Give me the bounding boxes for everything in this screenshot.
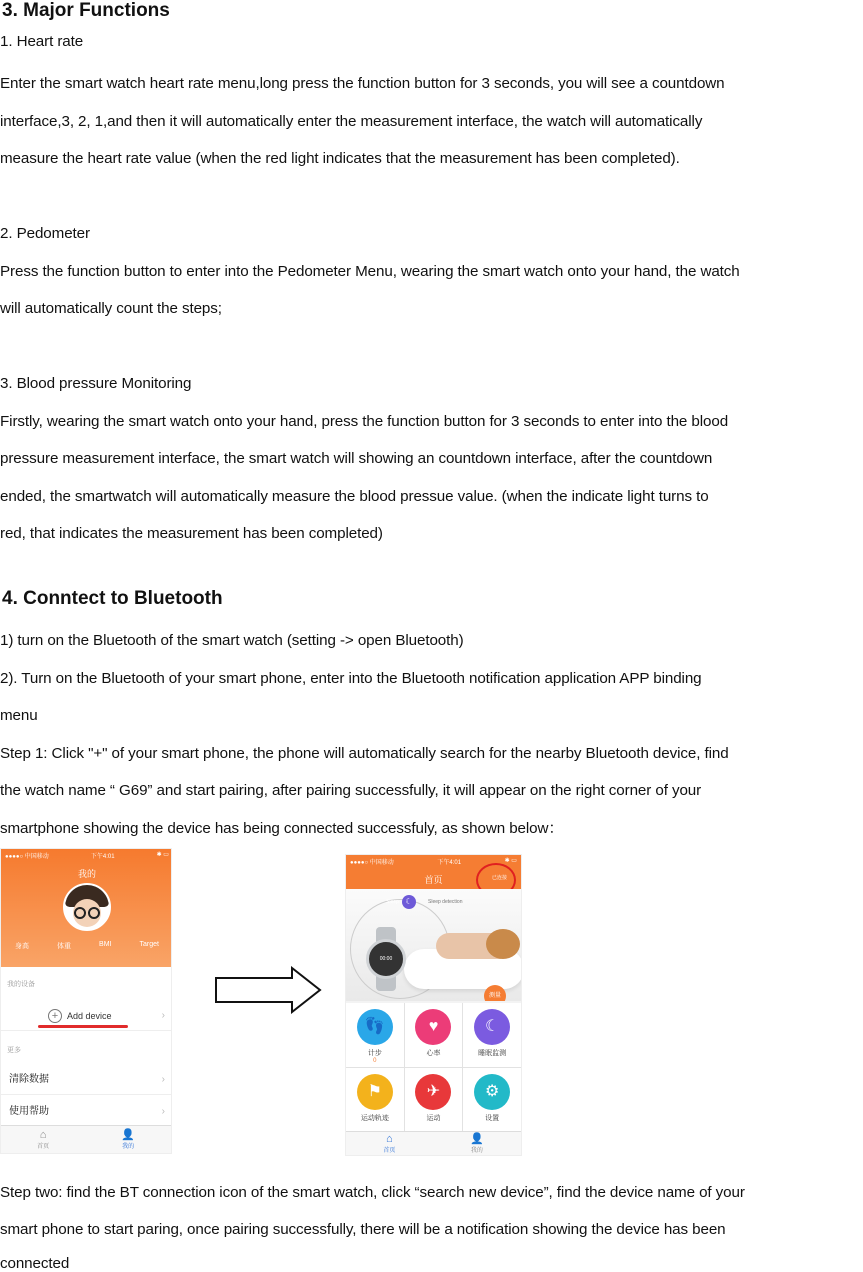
more-section-label: 更多: [7, 1047, 21, 1054]
step-two-line-3: connected: [0, 1255, 70, 1272]
profile-title: 我的: [77, 869, 96, 879]
battery-bluetooth: ✱ ▭: [156, 852, 169, 858]
feature-sleep[interactable]: [463, 1003, 521, 1067]
stat-bmi[interactable]: BMI: [99, 941, 112, 948]
blood-pressure-line-1: Firstly, wearing the smart watch onto your hand, press the function button for 3 seconds to enter into the blood: [0, 413, 729, 430]
tab-home[interactable]: [37, 1129, 49, 1150]
bluetooth-line-3: menu: [0, 707, 38, 724]
bluetooth-line-6: smartphone showing the device has being connected successfuly, as shown below：: [0, 820, 564, 837]
sleep-banner[interactable]: [346, 889, 521, 1001]
pedometer-line-1: Press the function button to enter into the Pedometer Menu, wearing the smart watch onto your hand, the watch: [0, 263, 740, 280]
feature-heart-rate-label: 心率: [426, 1050, 441, 1057]
chevron-right-icon: ›: [161, 1106, 165, 1117]
feature-track[interactable]: [346, 1068, 404, 1132]
feature-track-label: 运动轨迹: [360, 1115, 389, 1122]
heart-icon: ♥: [415, 1009, 451, 1045]
tab-home[interactable]: [383, 1133, 395, 1154]
heart-rate-title: 1. Heart rate: [0, 33, 84, 50]
bluetooth-line-1: 1) turn on the Bluetooth of the smart watch (setting -> open Bluetooth): [0, 632, 464, 649]
add-device-row[interactable]: [1, 1001, 172, 1031]
blood-pressure-line-3: ended, the smartwatch will automatically measure the blood pressue value. (when the indicate light turns to: [0, 488, 709, 505]
runner-icon: ✈: [415, 1074, 451, 1110]
heart-rate-line-2: interface,3, 2, 1,and then it will automatically enter the measurement interface, the watch will automatically: [0, 113, 703, 130]
step-two-line-2: smart phone to start paring, once pairing successfully, there will be a notification showing the device has been: [0, 1221, 726, 1238]
feature-settings[interactable]: [463, 1068, 521, 1132]
gear-icon: ⚙: [474, 1074, 510, 1110]
tab-bar: [1, 1125, 171, 1153]
home-title: 首页: [424, 875, 443, 885]
tab-home-label: 首页: [383, 1148, 396, 1154]
home-icon: ⌂: [385, 1133, 393, 1145]
section-3-heading: 3. Major Functions: [2, 0, 170, 21]
add-device-label[interactable]: Add device: [67, 1011, 112, 1021]
profile-stats: [1, 941, 172, 951]
feature-grid: [346, 1003, 521, 1132]
heart-rate-line-3: measure the heart rate value (when the red light indicates that the measurement has been completed).: [0, 150, 680, 167]
measure-button[interactable]: 测量: [484, 985, 506, 1001]
bluetooth-line-5: the watch name “ G69” and start pairing, after pairing successfully, it will appear on the right corner of your: [0, 782, 702, 799]
heart-rate-line-1: Enter the smart watch heart rate menu,long press the function button for 3 seconds, you will see a countdown: [0, 75, 725, 92]
pedometer-title: 2. Pedometer: [0, 225, 90, 242]
arrow-right-icon: [214, 966, 324, 1014]
connected-badge[interactable]: 已连接: [491, 875, 507, 881]
tab-home-label: 首页: [37, 1144, 50, 1150]
bluetooth-line-2: 2). Turn on the Bluetooth of your smart phone, enter into the Bluetooth notification application APP binding: [0, 670, 702, 687]
watch-image: [364, 927, 408, 991]
help-label: 使用帮助: [9, 1106, 49, 1117]
sleep-small-label: Sleep: [386, 899, 399, 905]
tab-mine[interactable]: [121, 1129, 135, 1150]
feature-steps[interactable]: [346, 1003, 404, 1067]
battery-bluetooth: ✱ ▭: [504, 858, 517, 864]
status-time: 下午4:01: [437, 860, 462, 866]
red-underline-annotation: [38, 1025, 128, 1028]
home-icon: ⌂: [39, 1129, 47, 1141]
chevron-right-icon: ›: [161, 1074, 165, 1085]
moon-icon: ☾: [402, 895, 416, 909]
blood-pressure-title: 3. Blood pressure Monitoring: [0, 375, 192, 392]
profile-header: [1, 849, 172, 967]
person-icon: 👤: [469, 1133, 484, 1145]
stat-height[interactable]: 身高: [15, 943, 29, 950]
track-icon: ⚑: [357, 1074, 393, 1110]
tab-mine[interactable]: [470, 1133, 484, 1154]
tab-mine-label: 我的: [122, 1144, 135, 1150]
feature-sport-label: 运动: [426, 1115, 441, 1122]
moon-icon: ☾: [474, 1009, 510, 1045]
pedometer-line-2: will automatically count the steps;: [0, 300, 222, 317]
carrier-signal: ●●●●○ 中国移动: [5, 854, 49, 860]
phone-screenshot-home: [345, 854, 522, 1156]
watch-face: 00:00: [366, 939, 406, 979]
phone-screenshot-profile: [0, 848, 172, 1154]
carrier-signal: ●●●●○ 中国移动: [350, 860, 394, 866]
footprint-icon: 👣: [357, 1009, 393, 1045]
step-two-line-1: Step two: find the BT connection icon of the smart watch, click “search new device”, find the device name of your: [0, 1184, 745, 1201]
status-time: 下午4:01: [90, 854, 115, 860]
chevron-right-icon: ›: [161, 1010, 165, 1021]
sleep-detection-label: Sleep detection: [428, 899, 463, 905]
clear-data-row[interactable]: [1, 1065, 172, 1095]
feature-heart-rate[interactable]: [405, 1003, 463, 1067]
help-row[interactable]: [1, 1097, 172, 1127]
blood-pressure-line-2: pressure measurement interface, the smart watch will showing an countdown interface, after the countdown: [0, 450, 713, 467]
feature-sport[interactable]: [405, 1068, 463, 1132]
feature-steps-count: 0: [373, 1058, 377, 1064]
bluetooth-line-4: Step 1: Click "+" of your smart phone, the phone will automatically search for the nearby Bluetooth device, find: [0, 745, 729, 762]
feature-steps-label: 计步: [367, 1050, 382, 1057]
blood-pressure-line-4: red, that indicates the measurement has been completed): [0, 525, 383, 542]
clear-data-label: 清除数据: [9, 1074, 49, 1085]
my-device-section-label: 我的设备: [7, 981, 35, 988]
stat-target[interactable]: Target: [139, 941, 159, 948]
stat-weight[interactable]: 体重: [57, 943, 72, 950]
feature-settings-label: 设置: [485, 1115, 500, 1122]
plus-icon[interactable]: +: [47, 1001, 63, 1031]
tab-mine-label: 我的: [470, 1148, 483, 1154]
avatar[interactable]: [63, 883, 111, 931]
person-icon: 👤: [121, 1129, 135, 1141]
section-4-heading: 4. Conntect to Bluetooth: [2, 588, 223, 609]
status-bar: [1, 849, 172, 861]
feature-sleep-label: 睡眠监测: [478, 1050, 507, 1057]
tab-bar: [346, 1131, 521, 1155]
